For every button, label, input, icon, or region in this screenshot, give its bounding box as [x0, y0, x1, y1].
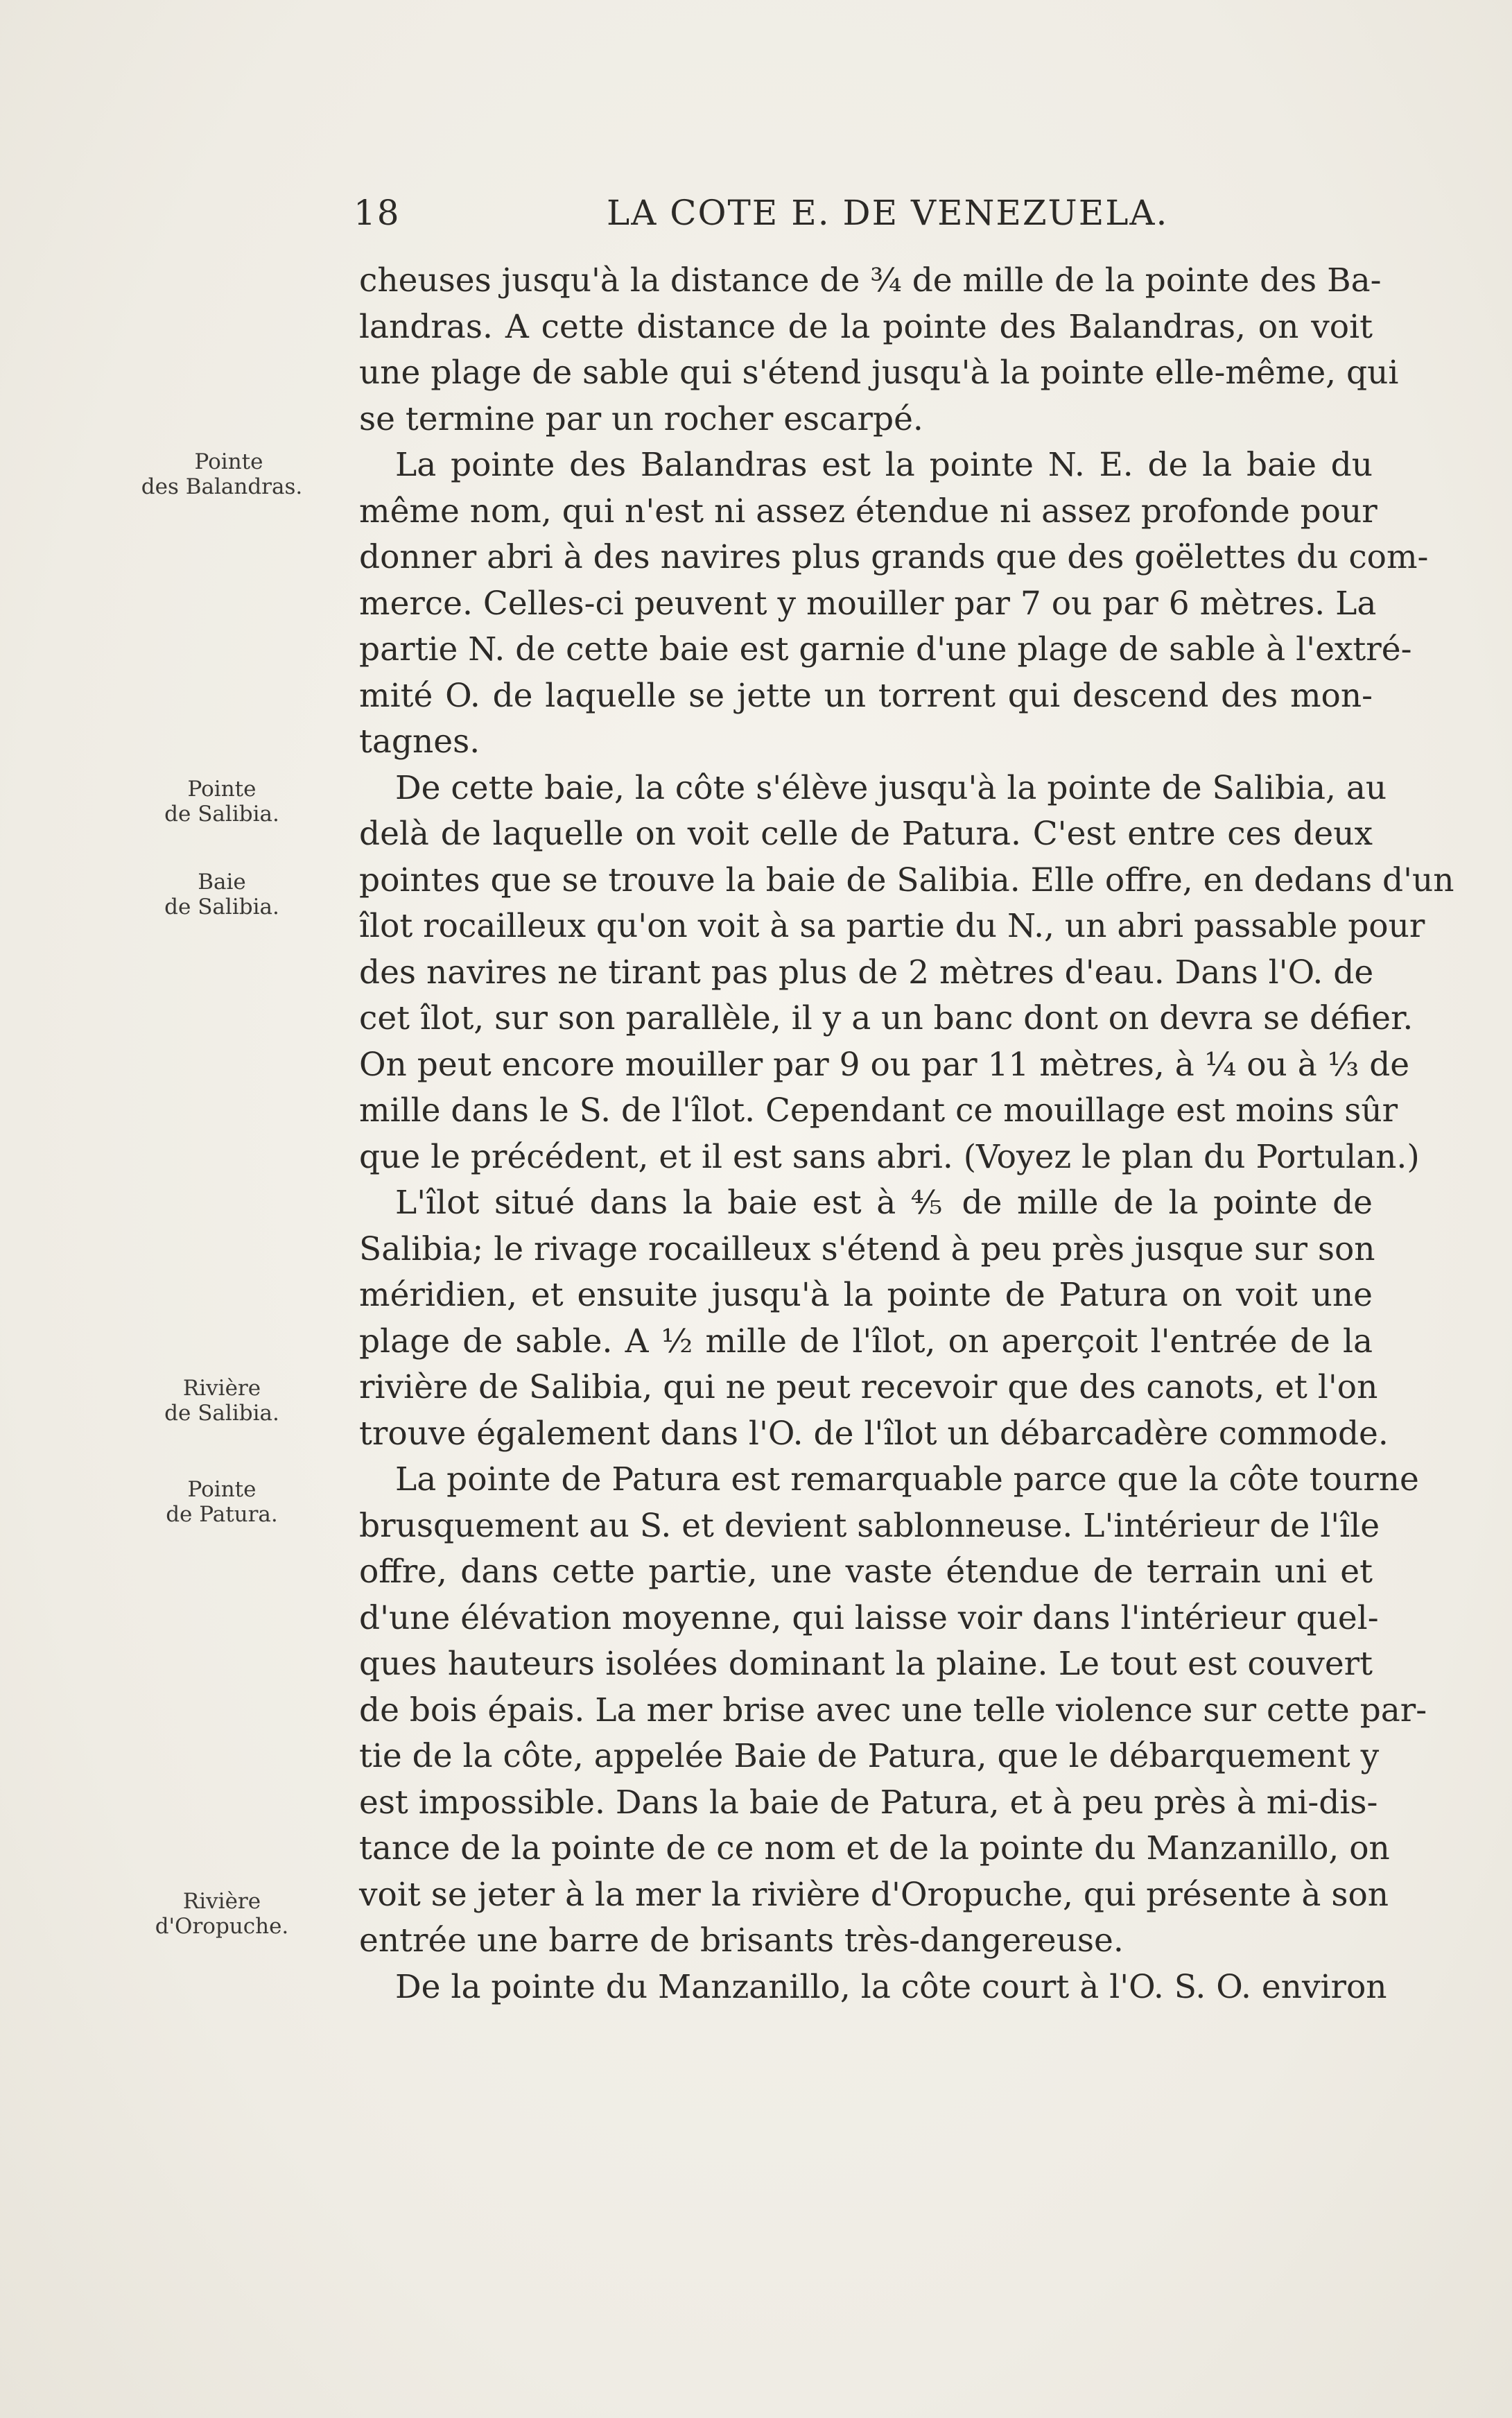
margin-note-riviere-de-salibia: Rivière de Salibia. — [164, 1376, 279, 1426]
body-text — [359, 258, 1454, 2010]
text-line: La pointe de Patura est remarquable parce que la côte tourne — [395, 1460, 1419, 1499]
text-line: pointes que se trouve la baie de Salibia. Elle offre, en dedans d'un — [359, 861, 1454, 899]
margin-note-riviere-d-oropuche: Rivière d'Oropuche. — [155, 1889, 289, 1939]
text-line: delà de laquelle on voit celle de Patura. C'est entre ces deux — [359, 815, 1373, 853]
text-line: cet îlot, sur son parallèle, il y a un banc dont on devra se défier. — [359, 999, 1414, 1037]
text-line: tie de la côte, appelée Baie de Patura, que le débarquement y — [359, 1737, 1380, 1775]
text-line: mité O. de laquelle se jette un torrent qui descend des mon- — [359, 676, 1373, 715]
text-line: même nom, qui n'est ni assez étendue ni assez profonde pour — [359, 492, 1378, 530]
text-line: voit se jeter à la mer la rivière d'Oropuche, qui présente à son — [359, 1875, 1389, 1914]
text-line: ques hauteurs isolées dominant la plaine. Le tout est couvert — [359, 1645, 1373, 1683]
text-line: L'îlot situé dans la baie est à ⅘ de mille de la pointe de — [395, 1184, 1373, 1222]
text-line: De la pointe du Manzanillo, la côte court à l'O. S. O. environ — [395, 1967, 1387, 2006]
text-line: cheuses jusqu'à la distance de ¾ de mille de la pointe des Ba- — [359, 261, 1382, 300]
text-line: entrée une barre de brisants très-dangereuse. — [359, 1922, 1124, 1960]
text-line: se termine par un rocher escarpé. — [359, 399, 923, 438]
text-line: landras. A cette distance de la pointe des Balandras, on voit — [359, 307, 1373, 346]
running-title: LA COTE E. DE VENEZUELA. — [607, 193, 1169, 233]
text-line: tagnes. — [359, 723, 480, 761]
text-line: d'une élévation moyenne, qui laisse voir dans l'intérieur quel- — [359, 1598, 1379, 1637]
text-line: que le précédent, et il est sans abri. (Voyez le plan du Portulan.) — [359, 1137, 1420, 1176]
text-line: donner abri à des navires plus grands que des goëlettes du com- — [359, 538, 1429, 576]
running-header — [354, 193, 1366, 241]
text-line: merce. Celles-ci peuvent y mouiller par 7 ou par 6 mètres. La — [359, 584, 1377, 623]
text-line: Salibia; le rivage rocailleux s'étend à peu près jusque sur son — [359, 1229, 1375, 1268]
text-line: îlot rocailleux qu'on voit à sa partie du N., un abri passable pour — [359, 907, 1425, 945]
text-line: plage de sable. A ½ mille de l'îlot, on aperçoit l'entrée de la — [359, 1322, 1373, 1361]
text-line: tance de la pointe de ce nom et de la pointe du Manzanillo, on — [359, 1829, 1390, 1867]
text-line: rivière de Salibia, qui ne peut recevoir que des canots, et l'on — [359, 1368, 1378, 1406]
margin-note-baie-de-salibia: Baie de Salibia. — [164, 870, 279, 919]
text-line: partie N. de cette baie est garnie d'une plage de sable à l'extré- — [359, 630, 1412, 668]
margin-note-pointe-des-balandras: Pointe des Balandras. — [141, 449, 303, 499]
text-line: De cette baie, la côte s'élève jusqu'à la pointe de Salibia, au — [395, 768, 1387, 807]
text-line: brusquement au S. et devient sablonneuse. L'intérieur de l'île — [359, 1506, 1380, 1545]
text-line: de bois épais. La mer brise avec une telle violence sur cette par- — [359, 1691, 1427, 1729]
text-line: On peut encore mouiller par 9 ou par 11 mètres, à ¼ ou à ⅓ de — [359, 1045, 1410, 1084]
text-line: méridien, et ensuite jusqu'à la pointe de Patura on voit une — [359, 1276, 1373, 1314]
text-line: La pointe des Balandras est la pointe N. E. de la baie du — [395, 446, 1373, 484]
text-line: trouve également dans l'O. de l'îlot un débarcadère commode. — [359, 1414, 1389, 1453]
text-line: une plage de sable qui s'étend jusqu'à la pointe elle-même, qui — [359, 354, 1399, 392]
text-line: des navires ne tirant pas plus de 2 mètres d'eau. Dans l'O. de — [359, 953, 1374, 992]
margin-note-pointe-de-patura: Pointe de Patura. — [166, 1477, 278, 1527]
text-line: mille dans le S. de l'îlot. Cependant ce mouillage est moins sûr — [359, 1091, 1398, 1130]
text-line: est impossible. Dans la baie de Patura, et à peu près à mi-dis- — [359, 1783, 1378, 1822]
page-number: 18 — [354, 193, 401, 233]
text-line: offre, dans cette partie, une vaste étendue de terrain uni et — [359, 1553, 1373, 1591]
margin-note-pointe-de-salibia: Pointe de Salibia. — [164, 777, 279, 827]
